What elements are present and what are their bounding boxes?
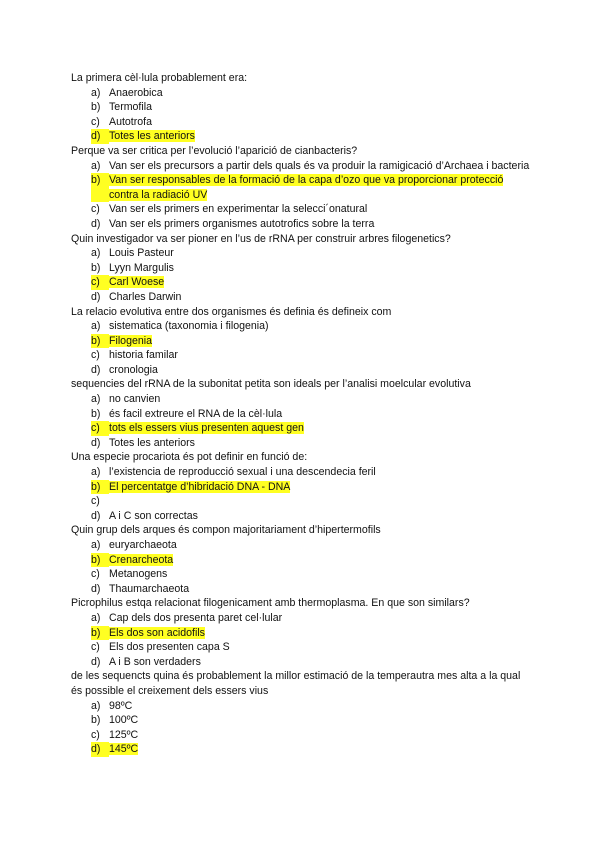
- answer-options: [71, 86, 531, 144]
- option-letter: b): [91, 261, 101, 274]
- option-letter: c): [91, 275, 109, 290]
- option-text-wrap: [109, 538, 531, 553]
- option-letter: c): [91, 728, 100, 741]
- answer-options: [71, 538, 531, 596]
- question-block: [71, 144, 531, 232]
- option-letter: c): [91, 115, 100, 128]
- option-text: A i C son correctas: [109, 509, 198, 522]
- option-letter: c): [91, 349, 100, 362]
- option-text-wrap: [109, 742, 531, 757]
- answer-option: [91, 86, 531, 101]
- option-letter: b): [91, 553, 109, 568]
- option-text-wrap: [109, 567, 531, 582]
- answer-option: [91, 275, 531, 290]
- question-block: [71, 450, 531, 523]
- answer-options: [71, 319, 531, 377]
- question-text: sequencies del rRNA de la subonitat petita son ideals per l’analisi moelcular evolutiva: [71, 378, 471, 391]
- answer-option: [91, 494, 531, 509]
- highlighted-answer: Filogenia: [109, 334, 152, 347]
- option-letter: a): [91, 393, 101, 406]
- question-text: Quin grup dels arques és compon majoritariament d’hipertermofils: [71, 524, 381, 537]
- option-text-wrap: [109, 129, 531, 144]
- option-text-wrap: [109, 465, 531, 480]
- option-text-wrap: [109, 348, 531, 363]
- option-letter: d): [91, 363, 101, 376]
- option-text-wrap: [109, 319, 531, 334]
- option-letter: a): [91, 320, 101, 333]
- option-text: 100ºC: [109, 714, 139, 727]
- option-text-wrap: [109, 246, 531, 261]
- option-letter: b): [91, 626, 109, 641]
- option-letter: d): [91, 509, 101, 522]
- answer-options: [71, 611, 531, 669]
- answer-option: [91, 728, 531, 743]
- question-text: de les sequencts quina és probablement la millor estimació de la temperautra mes alta a la qual és possible el creixement dels essers vius: [71, 670, 521, 697]
- answer-option: [91, 436, 531, 451]
- option-text: Louis Pasteur: [109, 247, 174, 260]
- option-letter: b): [91, 101, 101, 114]
- option-text: Els dos presenten capa S: [109, 641, 230, 654]
- highlighted-answer: Totes les anteriors: [109, 130, 195, 143]
- option-text: historia familar: [109, 349, 178, 362]
- answer-options: [71, 699, 531, 757]
- option-text-wrap: [109, 626, 531, 641]
- option-letter: d): [91, 742, 109, 757]
- option-letter: b): [91, 714, 101, 727]
- option-text: no canvien: [109, 393, 161, 406]
- answer-option: [91, 626, 531, 641]
- option-text-wrap: [109, 407, 531, 422]
- answer-option: [91, 509, 531, 524]
- highlighted-answer: Crenarcheota: [109, 553, 174, 566]
- answer-option: [91, 202, 531, 217]
- option-letter: b): [91, 173, 109, 202]
- answer-option: [91, 159, 531, 174]
- option-text: Thaumarchaeota: [109, 582, 190, 595]
- question-text: La primera cèl·lula probablement era:: [71, 72, 248, 84]
- question-block: [71, 669, 531, 757]
- answer-option: [91, 217, 531, 232]
- option-text: Van ser els primers organismes autotrofics sobre la terra: [109, 217, 375, 230]
- option-letter: c): [91, 495, 100, 508]
- answer-option: [91, 246, 531, 261]
- answer-option: [91, 611, 531, 626]
- option-letter: d): [91, 655, 101, 668]
- option-text-wrap: [109, 173, 531, 202]
- option-text: 125ºC: [109, 728, 139, 741]
- option-text-wrap: [109, 480, 531, 495]
- option-letter: d): [91, 436, 101, 449]
- answer-option: [91, 392, 531, 407]
- option-text: Anaerobica: [109, 86, 163, 99]
- option-text-wrap: [109, 217, 531, 232]
- highlighted-answer: Carl Woese: [109, 276, 165, 289]
- option-text-wrap: [109, 436, 531, 451]
- answer-option: [91, 538, 531, 553]
- option-letter: c): [91, 203, 100, 216]
- highlighted-answer: Van ser responsables de la formació de la capa d’ozo que va proporcionar protecció contra la radiació UV: [109, 174, 504, 201]
- answer-option: [91, 261, 531, 276]
- option-letter: d): [91, 129, 109, 144]
- answer-option: [91, 567, 531, 582]
- option-letter: a): [91, 466, 101, 479]
- answer-option: [91, 553, 531, 568]
- answer-option: [91, 290, 531, 305]
- question-text: Perque va ser critica per l’evolució l’aparició de cianbacteris?: [71, 144, 358, 157]
- option-letter: a): [91, 247, 101, 260]
- option-letter: c): [91, 568, 100, 581]
- question-block: [71, 71, 531, 144]
- option-text: euryarchaeota: [109, 539, 177, 551]
- option-text-wrap: [109, 115, 531, 130]
- option-text-wrap: [109, 640, 531, 655]
- option-text: Charles Darwin: [109, 290, 182, 303]
- answer-option: [91, 319, 531, 334]
- option-text: 98ºC: [109, 699, 133, 712]
- option-text-wrap: [109, 334, 531, 349]
- answer-options: [71, 159, 531, 232]
- option-text-wrap: [109, 582, 531, 597]
- option-text-wrap: [109, 363, 531, 378]
- option-text: Van ser els precursors a partir dels quals és va produir la ramigicació d’Archaea i bacteria: [109, 159, 530, 172]
- answer-option: [91, 713, 531, 728]
- answer-option: [91, 582, 531, 597]
- answer-option: [91, 115, 531, 130]
- answer-option: [91, 480, 531, 495]
- question-block: [71, 377, 531, 450]
- option-text: Cap dels dos presenta paret cel·lular: [109, 611, 283, 624]
- option-text-wrap: [109, 392, 531, 407]
- option-text: l’existencia de reproducció sexual i una descendecia feril: [109, 466, 376, 479]
- answer-option: [91, 407, 531, 422]
- answer-option: [91, 363, 531, 378]
- answer-option: [91, 699, 531, 714]
- answer-option: [91, 173, 531, 202]
- quiz-document: [71, 71, 531, 757]
- answer-option: [91, 129, 531, 144]
- option-text-wrap: [109, 100, 531, 115]
- option-text-wrap: [109, 290, 531, 305]
- question-text: Una especie procariota és pot definir en funció de:: [71, 451, 308, 464]
- answer-option: [91, 465, 531, 480]
- option-letter: b): [91, 480, 109, 495]
- highlighted-answer: 145ºC: [109, 743, 139, 756]
- option-letter: b): [91, 407, 101, 420]
- highlighted-answer: El percentatge d’hibridació DNA - DNA: [109, 480, 291, 493]
- option-letter: b): [91, 334, 109, 349]
- option-text: A i B son verdaders: [109, 655, 201, 668]
- highlighted-answer: Els dos son acidofils: [109, 626, 205, 639]
- option-text: Metanogens: [109, 568, 168, 581]
- option-letter: d): [91, 290, 101, 303]
- option-text: Autotrofa: [109, 115, 152, 128]
- option-text-wrap: [109, 699, 531, 714]
- option-text-wrap: [109, 509, 531, 524]
- option-letter: c): [91, 421, 109, 436]
- option-letter: a): [91, 159, 101, 172]
- option-text: cronologia: [109, 363, 158, 376]
- option-text-wrap: [109, 202, 531, 217]
- option-letter: d): [91, 582, 101, 595]
- option-text-wrap: [109, 611, 531, 626]
- question-text: Quin investigador va ser pioner en l’us de rRNA per construir arbres filogenetics?: [71, 232, 451, 245]
- option-text: Termofila: [109, 101, 152, 114]
- question-block: [71, 305, 531, 378]
- option-text-wrap: [109, 713, 531, 728]
- highlighted-answer: tots els essers vius presenten aquest gen: [109, 422, 304, 435]
- option-letter: a): [91, 611, 101, 624]
- option-letter: a): [91, 539, 101, 551]
- option-text: sistematica (taxonomia i filogenia): [109, 320, 269, 333]
- option-letter: c): [91, 641, 100, 654]
- option-letter: a): [91, 86, 101, 99]
- answer-options: [71, 392, 531, 450]
- answer-option: [91, 348, 531, 363]
- question-text: La relacio evolutiva entre dos organismes és definia és defineix com: [71, 305, 392, 318]
- option-text-wrap: [109, 421, 531, 436]
- option-letter: d): [91, 217, 101, 230]
- option-letter: a): [91, 699, 101, 712]
- option-text-wrap: [109, 728, 531, 743]
- question-block: [71, 596, 531, 669]
- option-text-wrap: [109, 159, 531, 174]
- option-text: Lyyn Margulis: [109, 261, 174, 274]
- answer-option: [91, 655, 531, 670]
- answer-option: [91, 421, 531, 436]
- answer-option: [91, 100, 531, 115]
- answer-option: [91, 640, 531, 655]
- option-text-wrap: [109, 494, 531, 509]
- answer-options: [71, 465, 531, 523]
- question-block: [71, 232, 531, 305]
- option-text-wrap: [109, 553, 531, 568]
- option-text-wrap: [109, 261, 531, 276]
- option-text: Van ser els primers en experimentar la selecci´onatural: [109, 203, 368, 216]
- question-text: Picrophilus estqa relacionat filogenicament amb thermoplasma. En que son similars?: [71, 597, 470, 610]
- answer-options: [71, 246, 531, 304]
- option-text: Totes les anteriors: [109, 436, 195, 449]
- answer-option: [91, 742, 531, 757]
- option-text: és facil extreure el RNA de la cèl·lula: [109, 407, 283, 420]
- option-text-wrap: [109, 655, 531, 670]
- option-text-wrap: [109, 86, 531, 101]
- answer-option: [91, 334, 531, 349]
- question-block: [71, 523, 531, 596]
- option-text-wrap: [109, 275, 531, 290]
